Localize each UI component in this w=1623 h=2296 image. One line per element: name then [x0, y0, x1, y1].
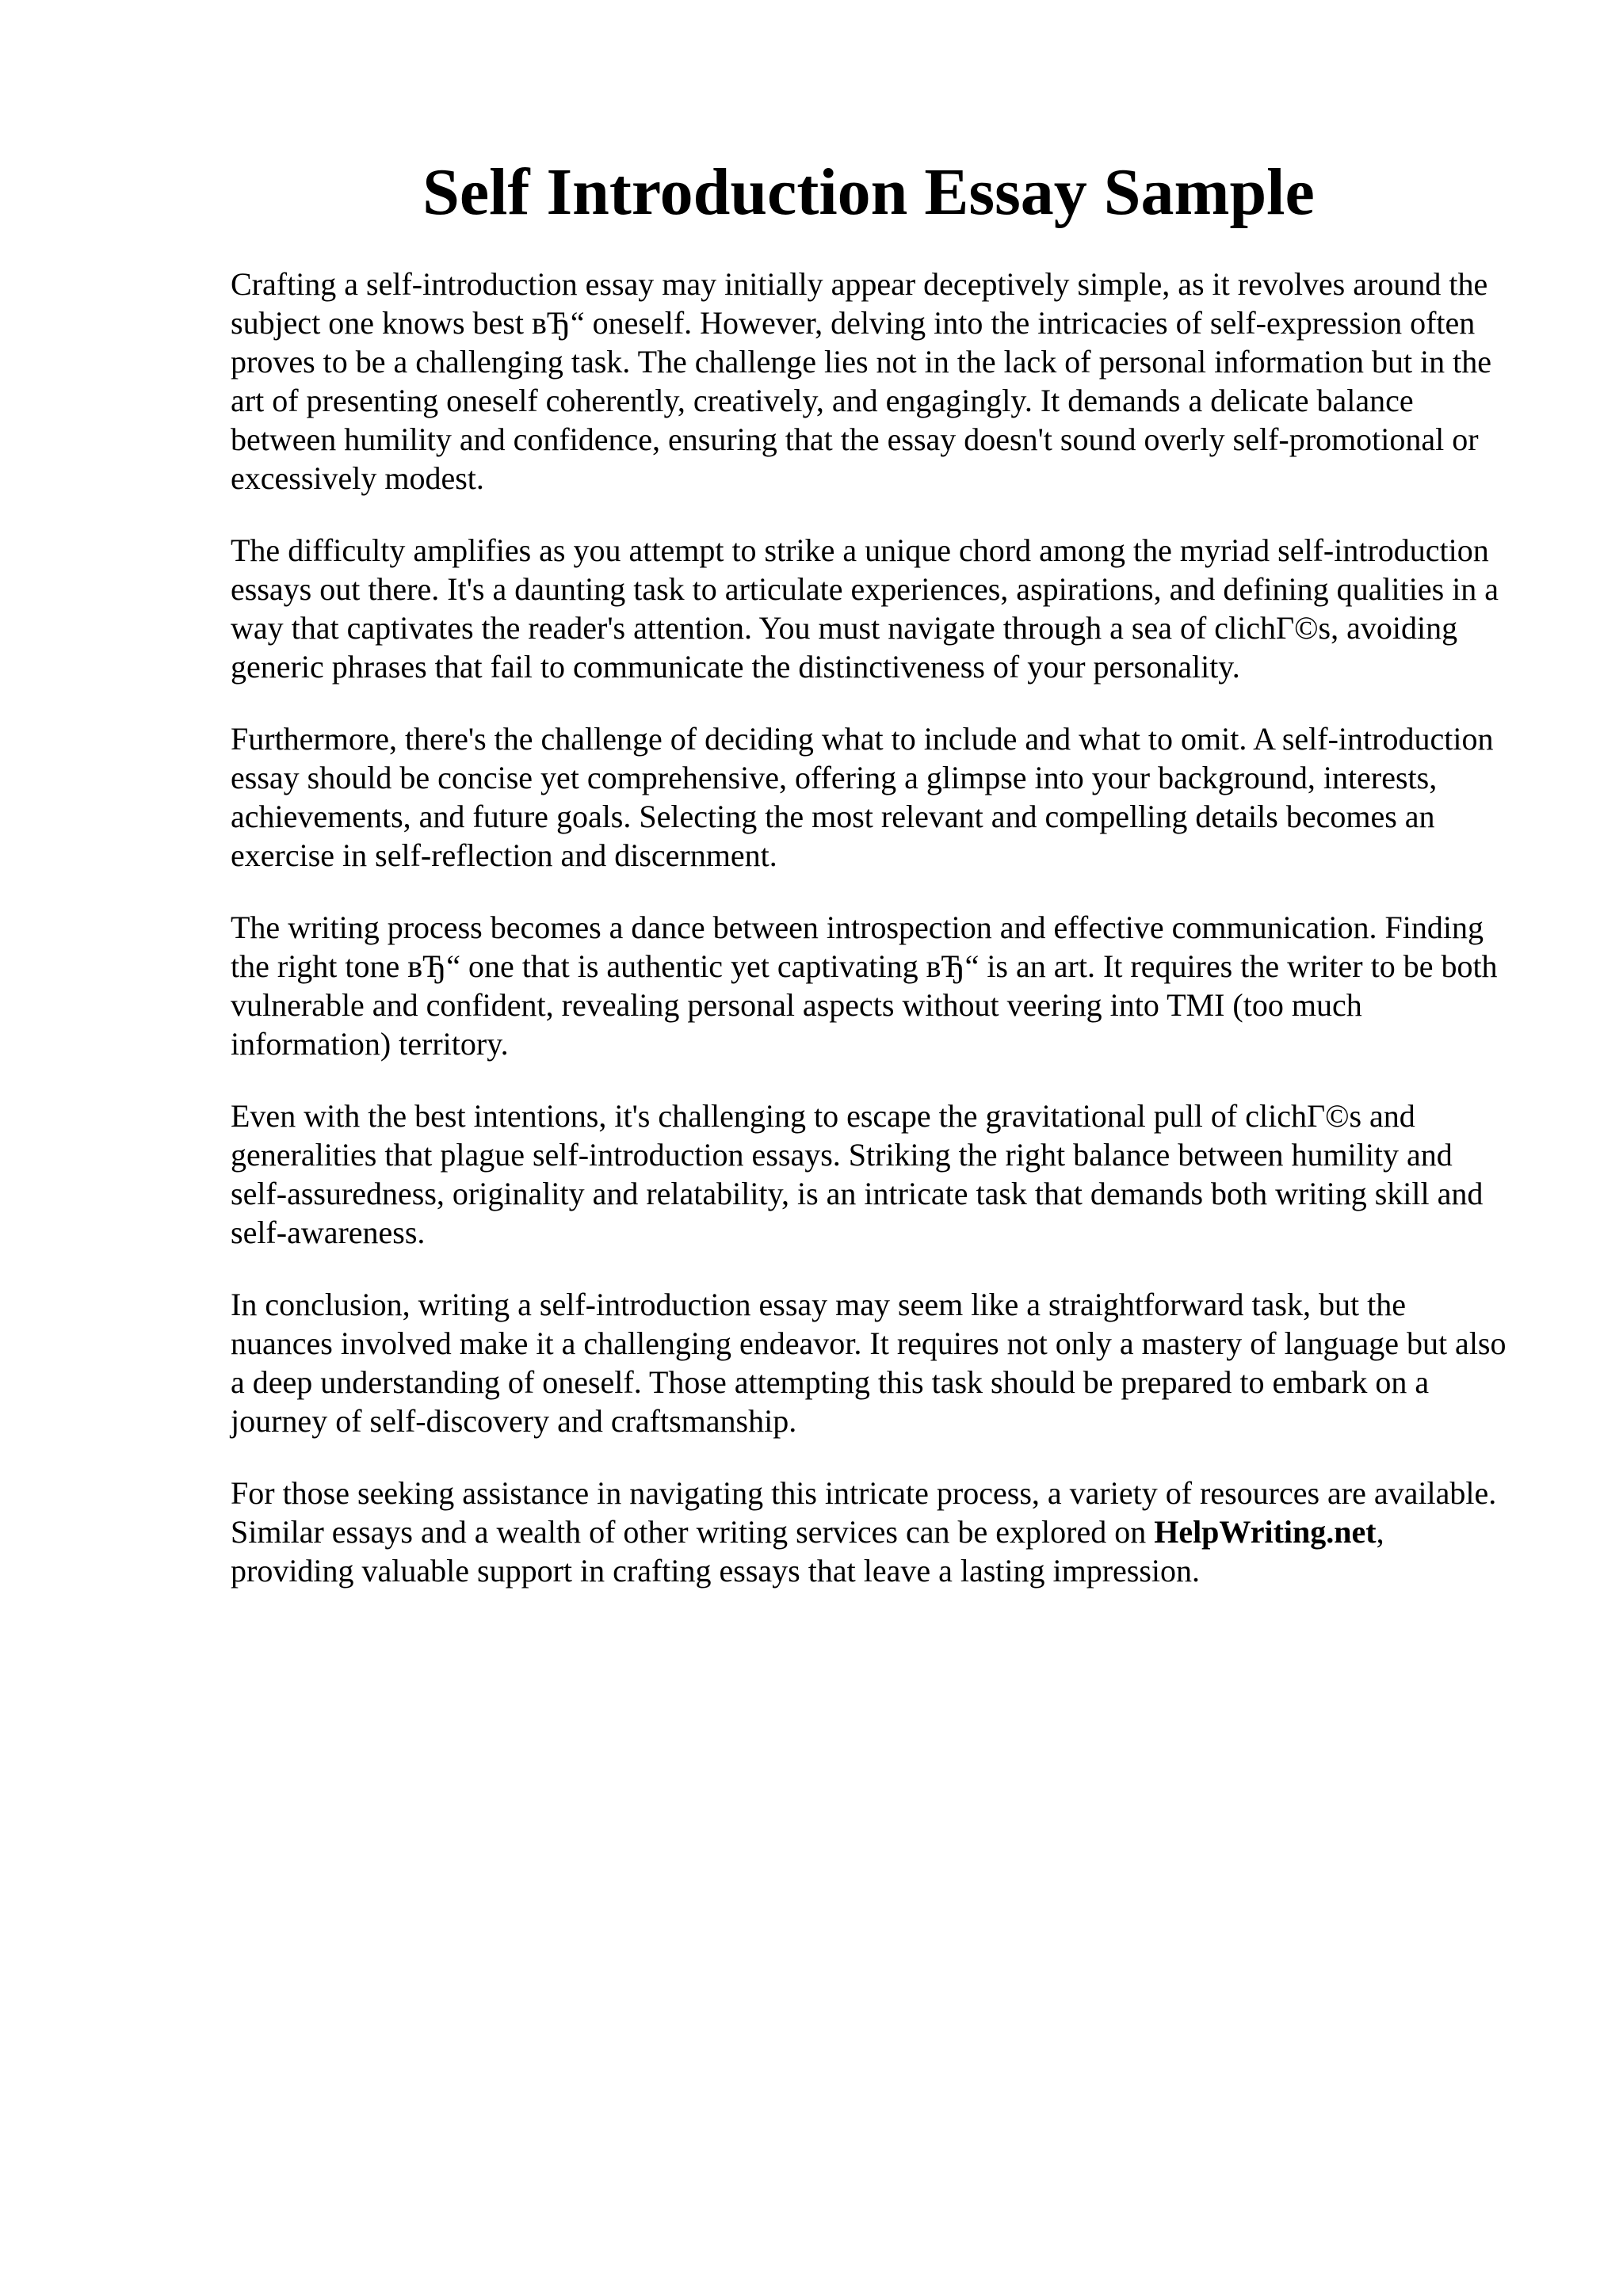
document-body [231, 265, 1514, 1623]
paragraph: The difficulty amplifies as you attempt to strike a unique chord among the myriad self-introduction essays out there. It's a daunting task to articulate experiences, aspirations, and defining qualities in a way that captivates the reader's attention. You must navigate through a sea of clichГ©s, avoiding generic phrases that fail to communicate the distinctiveness of your personality. [231, 532, 1499, 685]
closing-text-before: For those seeking assistance in navigating this intricate process, a variety of resources are available. Similar essays and a wealth of other writing services can be explored on [231, 1475, 1497, 1550]
paragraph: The writing process becomes a dance between introspection and effective communication. Finding the right tone вЂ“ one that is authentic yet captivating вЂ“ is an art. It requires the writer to be both vulnerable and confident, revealing personal aspects without veering into TMI (too much information) territory. [231, 910, 1498, 1062]
closing-paragraph [231, 1474, 1514, 1590]
paragraph: In conclusion, writing a self-introduction essay may seem like a straightforward task, but the nuances involved make it a challenging endeavor. It requires not only a mastery of language but also a deep understanding of oneself. Those attempting this task should be prepared to embark on a journey of self-discovery and craftsmanship. [231, 1287, 1507, 1439]
closing-text-after: , providing valuable support in crafting essays that leave a lasting impression. [231, 1514, 1384, 1589]
paragraph: Crafting a self-introduction essay may initially appear deceptively simple, as it revolves around the subject one knows best вЂ“ oneself. However, delving into the intricacies of self-expression often proves to be a challenging task. The challenge lies not in the lack of personal information but in the art of presenting oneself coherently, creatively, and engagingly. It demands a delicate balance between humility and confidence, ensuring that the essay doesn't sound overly self-promotional or excessively modest. [231, 266, 1492, 496]
paragraph: Furthermore, there's the challenge of deciding what to include and what to omit. A self-introduction essay should be concise yet comprehensive, offering a glimpse into your background, interests, achievements, and future goals. Selecting the most relevant and compelling details becomes an exercise in self-reflection and discernment. [231, 721, 1494, 873]
document-title: Self Introduction Essay Sample [422, 155, 1315, 229]
brand-link[interactable]: HelpWriting.net [1154, 1514, 1377, 1550]
paragraph: Even with the best intentions, it's challenging to escape the gravitational pull of clichГ©s and generalities that plague self-introduction essays. Striking the right balance between humility and self-assuredness, originality and relatability, is an intricate task that demands both writing skill and self-awareness. [231, 1098, 1484, 1250]
